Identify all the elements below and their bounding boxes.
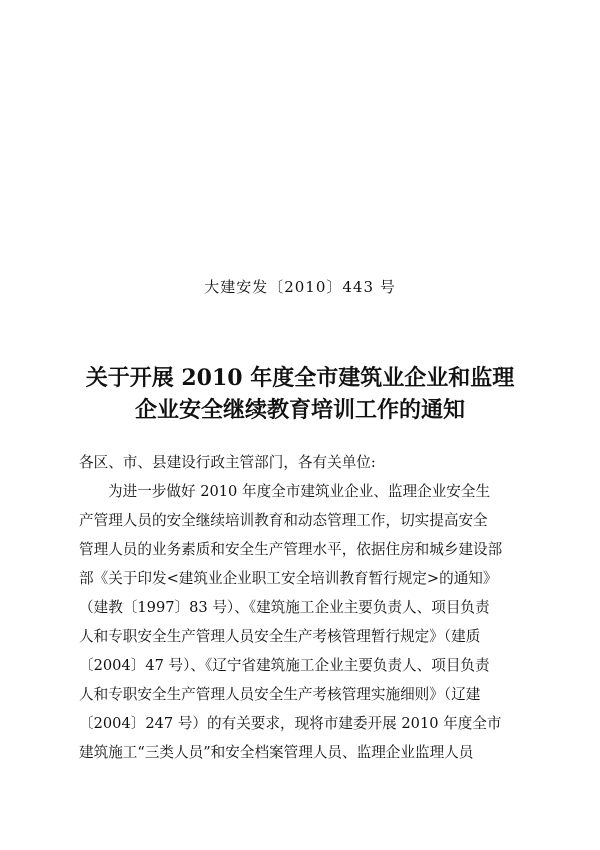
paragraph-line: 管理人员的业务素质和安全生产管理水平，依据住房和城乡建设部 [79, 541, 503, 558]
paragraph-line: 部《关于印发<建筑业企业职工安全培训教育暂行规定>的通知》 [79, 570, 498, 587]
paragraph-line: （建教〔1997〕83 号）、《建筑施工企业主要负责人、项目负责 [79, 599, 490, 616]
paragraph-line: 为进一步做好 2010 年度全市建筑业企业、监理企业安全生 [108, 483, 491, 500]
document-title [0, 362, 600, 426]
document-number: 大建安发〔2010〕443 号 [204, 278, 396, 296]
salutation: 各区、市、县建设行政主管部门，各有关单位: [79, 454, 376, 471]
paragraph-line: 〔2004〕47 号）、《辽宁省建筑施工企业主要负责人、项目负责 [79, 657, 490, 674]
paragraph-line: 〔2004〕247 号）的有关要求，现将市建委开展 2010 年度全市 [79, 715, 502, 732]
title-line-1: 关于开展 2010 年度全市建筑业企业和监理 [85, 365, 515, 391]
document-body [79, 448, 529, 767]
paragraph-line: 人和专职安全生产管理人员安全生产考核管理暂行规定》（建质 [79, 628, 481, 645]
paragraph-line: 人和专职安全生产管理人员安全生产考核管理实施细则》（辽建 [79, 686, 481, 703]
paragraph-line: 建筑施工“三类人员”和安全档案管理人员、监理企业监理人员 [79, 744, 474, 761]
paragraph-line: 产管理人员的安全继续培训教育和动态管理工作，切实提高安全 [79, 512, 488, 529]
title-line-2: 企业安全继续教育培训工作的通知 [134, 397, 465, 423]
